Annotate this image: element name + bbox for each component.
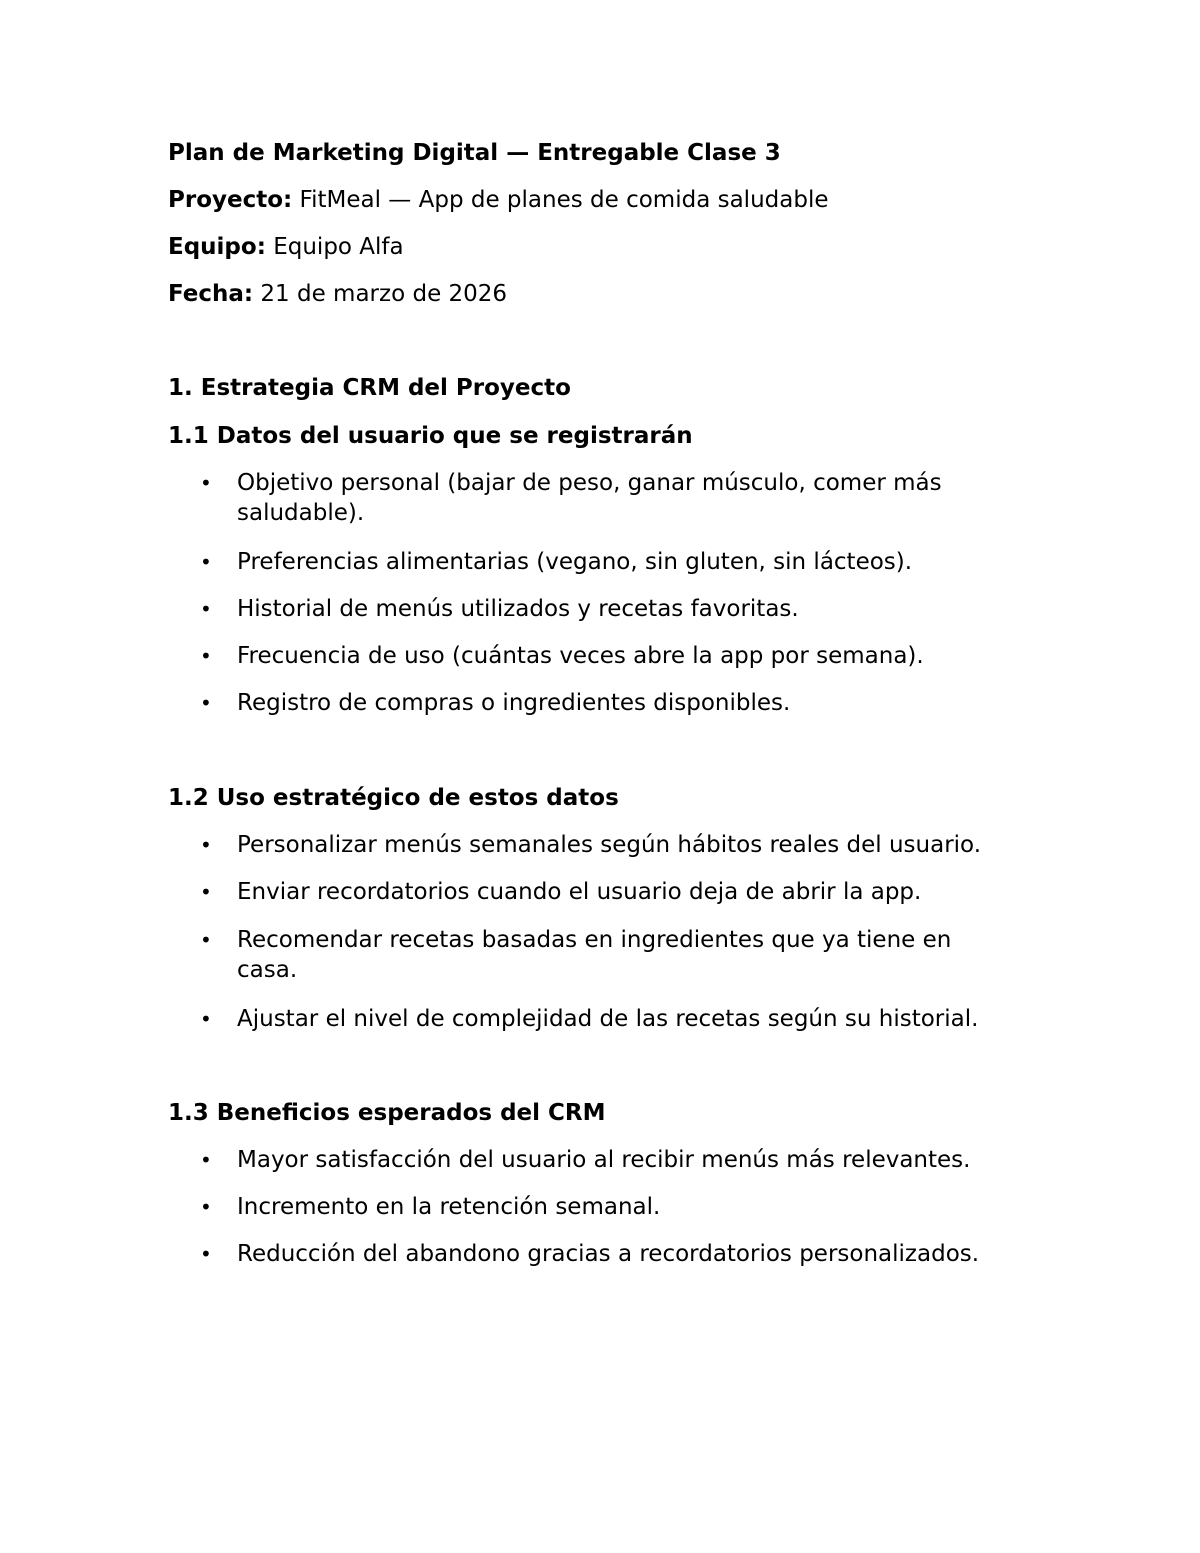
list-item-text: Frecuencia de uso (cuántas veces abre la app por semana). (237, 643, 924, 669)
bullet-icon: • (200, 691, 212, 715)
equipo-line (168, 232, 404, 262)
equipo-value: Equipo Alfa (265, 234, 404, 260)
bullet-icon: • (200, 1007, 212, 1031)
bullet-icon: • (200, 1242, 212, 1266)
bullet-icon: • (200, 644, 212, 668)
list-item-text: Personalizar menús semanales según hábitos reales del usuario. (237, 832, 982, 858)
list-item-text: Objetivo personal (bajar de peso, ganar músculo, comer más saludable). (237, 470, 942, 526)
list-item-text: Registro de compras o ingredientes disponibles. (237, 690, 791, 716)
bullet-icon: • (200, 880, 212, 904)
list-item-text: Enviar recordatorios cuando el usuario deja de abrir la app. (237, 879, 922, 905)
section-1-1-heading: 1.1 Datos del usuario que se registrarán (168, 423, 693, 449)
section-1-2-heading: 1.2 Uso estratégico de estos datos (168, 785, 619, 811)
list-item-text: Reducción del abandono gracias a recordatorios personalizados. (237, 1241, 980, 1267)
bullet-icon: • (200, 1195, 212, 1219)
bullet-icon: • (200, 471, 212, 495)
fecha-line (168, 279, 507, 309)
proyecto-label: Proyecto: (168, 187, 293, 213)
section-1-heading: 1. Estrategia CRM del Proyecto (168, 375, 571, 401)
list-item-text: Preferencias alimentarias (vegano, sin gluten, sin lácteos). (237, 549, 913, 575)
bullet-icon: • (200, 928, 212, 952)
list-item-text: Recomendar recetas basadas en ingredientes que ya tiene en casa. (237, 927, 952, 983)
bullet-icon: • (200, 1148, 212, 1172)
bullet-icon: • (200, 833, 212, 857)
document-title: Plan de Marketing Digital — Entregable Clase 3 (168, 140, 781, 166)
fecha-label: Fecha: (168, 281, 254, 307)
proyecto-value: FitMeal — App de planes de comida saludable (292, 187, 829, 213)
list-item-text: Incremento en la retención semanal. (237, 1194, 661, 1220)
list-item-text: Ajustar el nivel de complejidad de las recetas según su historial. (237, 1006, 979, 1032)
proyecto-line (168, 185, 828, 215)
bullet-icon: • (200, 550, 212, 574)
bullet-icon: • (200, 597, 212, 621)
list-item-text: Mayor satisfacción del usuario al recibir menús más relevantes. (237, 1147, 971, 1173)
section-1-3-heading: 1.3 Beneficios esperados del CRM (168, 1100, 606, 1126)
equipo-label: Equipo: (168, 234, 266, 260)
fecha-value: 21 de marzo de 2026 (253, 281, 508, 307)
list-item-text: Historial de menús utilizados y recetas favoritas. (237, 596, 799, 622)
